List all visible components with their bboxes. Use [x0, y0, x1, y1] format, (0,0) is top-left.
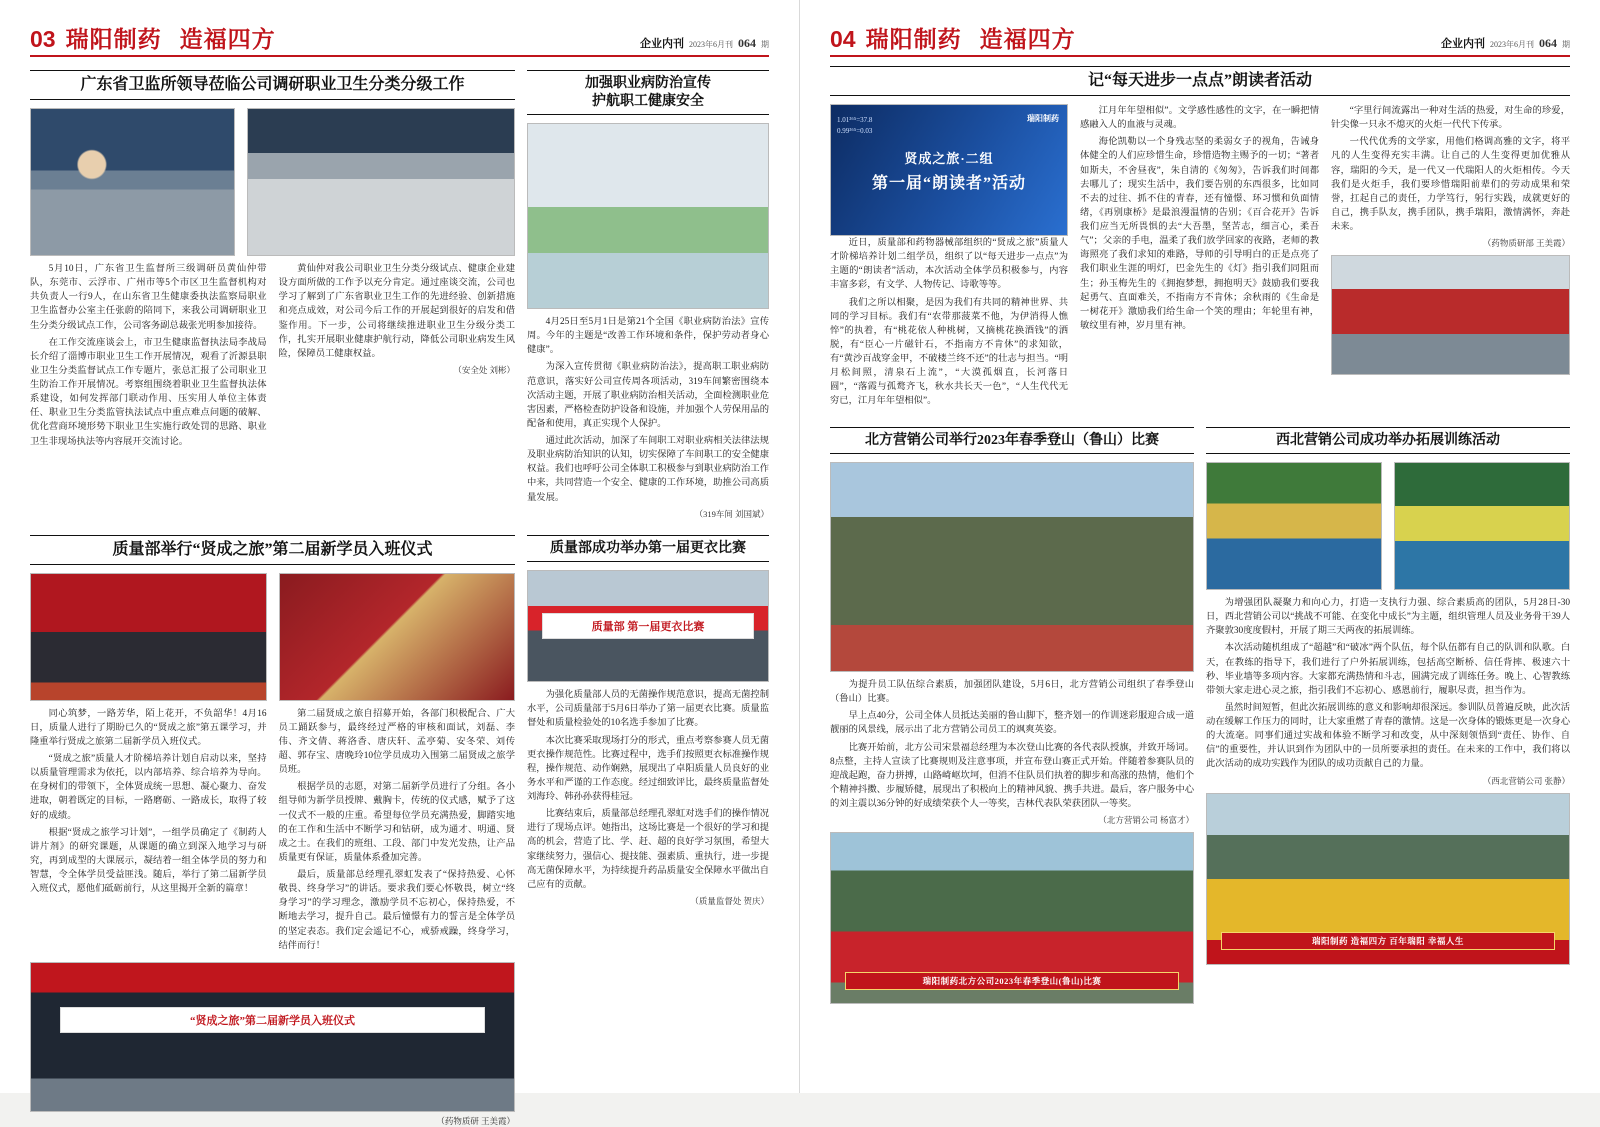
poster-badge-1: 1.01³⁶⁵=37.8: [837, 116, 873, 124]
article-a3-text: [30, 707, 515, 956]
article-a1-text: [30, 262, 515, 452]
article-a3-title: 质量部举行“贤成之旅”第二届新学员入班仪式: [30, 535, 515, 565]
article-a1-title: 广东省卫监所领导莅临公司调研职业卫生分类分级工作: [30, 70, 515, 100]
paragraph: 黄仙仲对我公司职业卫生分类分级试点、健康企业建设方面所做的工作予以充分肯定。通过座谈交流，公司也学习了解到了广东省职业卫生工作的先进经验、创新措施和亮点成效，对公司今后工作的开展起到很好的启发和借鉴作用。下一步，公司将继续推进职业卫生分级分类工作，扎实开展职业健康护航行动，降低公司职业病发生风险，保障员工健康权益。: [278, 264, 515, 359]
training-group-photo: [1206, 793, 1570, 965]
article-a2-signature: （319车间 刘国斌）: [694, 508, 769, 519]
climbing-award-photo: [830, 462, 1194, 672]
article-b1: [830, 66, 1570, 412]
poster-text: [831, 105, 1067, 235]
contest-banner-text: 质量部 第一届更衣比赛: [542, 613, 753, 639]
poster-line-2: 第一届“朗读者”活动: [871, 174, 1026, 192]
ceremony-stage-photo: [30, 962, 515, 1112]
paragraph: 本次比赛采取现场打分的形式，重点考察参赛人员无菌更衣操作规范性。比赛过程中，选手们按照更衣标准操作规程，操作规范、动作娴熟，展现出了卓阳质量人员良好的业务水平和严谨的工作态度。经过细致评比，最终质量监督处刘海玲、韩孙孙获得桂冠。: [527, 735, 769, 802]
meeting-room-photo: [247, 108, 515, 256]
paragraph: 为深入宣传贯彻《职业病防治法》，提高职工职业病防范意识，落实好公司宣传周各项活动，319车间繁密围绕本次活动主题，开展了职业病防治相关活动，全面检测职业危害因素，严格检查防护设备和设施，并加强个人劳保用品的配备和使用，真正实现个人保护。: [527, 362, 769, 429]
folio-number: 04: [830, 26, 856, 52]
article-a2-title-line2: 护航职工健康安全: [592, 93, 704, 109]
paragraph: 一代代优秀的文学家，用他们格调高雅的文字，将平凡的人生变得充实丰满。让自己的人生变得更加优雅从容，瑞阳的今天，是一代又一代瑞阳人的火炬相传。今天我们是火炬手，我们要珍惜瑞阳前辈们的劳动成果和荣誉，扛起自己的责任，力学笃行，躬行实践，成就更好的自己，携手队友，携手团队，携手瑞阳，激情满怀，奔赴未来。: [1331, 137, 1570, 232]
ceremony-banner-text: “贤成之旅”第二届新学员入班仪式: [60, 1007, 485, 1033]
article-a4-title: 质量部成功举办第一届更衣比赛: [527, 535, 769, 563]
paragraph: “字里行间流露出一种对生活的热爱，对生命的珍爱，针尖像一只永不熄灭的火炬一代代下传承。: [1331, 106, 1570, 131]
masthead-title: 瑞阳制药 造福四方: [865, 27, 1076, 52]
masthead-number: 064: [738, 36, 756, 50]
paragraph: 通过此次活动，加深了车间职工对职业病相关法律法规及职业病防治知识的认知，切实保障了车间职工的安全健康权益。我们也呼吁公司全体职工积极参与到职业病防治工作中来，共同营造一个安全、健康的工作环境，助推公司高质量发展。: [527, 436, 769, 503]
paragraph: 4月25日至5月1日是第21个全国《职业病防治法》宣传周。今年的主题是“改善工作环境和条件，保护劳动者身心健康”。: [527, 317, 769, 356]
paragraph: 比赛开始前，北方公司宋景福总经理为本次登山比赛的各代表队授旗，并致开场词。8点整，主持人宣读了比赛规则及注意事项，并宣布登山赛正式开始。伴随着参赛队员的迎战起跑，奋力拼搏，山路崎岖坎坷，但消不住队员们执着的脚步和高涨的热情，他们个个精神抖擞、步履矫健，展现出了积极向上的精神风貌、携手共进。最后，客户服务中心的刘主震以36分钟的好成绩荣获个人一等奖，吉林代表队荣获团队一等奖。: [830, 742, 1194, 809]
article-a4-signature: （质量监督处 贺庆）: [690, 895, 769, 906]
paragraph: 5月10日，广东省卫生监督所三级调研员黄仙仲带队，东莞市、云浮市、广州市等5个市区卫生监督机构对共负责人一行9人，在山东省卫生健康委执法监察局职业卫生监督办公室主任张蔚的陪同下，来我公司调研职业卫生分类分级试点工作，公司客务副总裁张光明参加接待。: [30, 264, 267, 331]
masthead-meta: [640, 35, 769, 51]
masthead-issue: 2023年6月刊: [1490, 40, 1534, 49]
article-a3-signature: （药物质研 王美霞）: [436, 1115, 515, 1126]
masthead-number-suffix: 期: [761, 40, 769, 49]
poster-badge-2: 0.99³⁶⁵=0.03: [837, 126, 873, 135]
training-banner-text: 瑞阳制药 造福四方 百年瑞阳 幸福人生: [1221, 932, 1554, 950]
folio-number: 03: [30, 26, 56, 52]
paragraph: 我们之所以相聚，是因为我们有共同的精神世界、共同的学习目标。我们有“农带那菠菜不他，为伊消得人憔悴”的执着，有“桃花依人种桃树，又摘桃花换酒钱”的洒脱，有“臣心一片磁针石，不指南方不肯休”的求知欲，有“黄沙百战穿金甲，不破楼兰终不还”的壮志与担当。“明月松间照，清泉石上流”，“大漠孤烟直，长河落日圆”，“落霞与孤鹜齐飞，秋水共长天一色”，“人生代代无穷已，江月年年望相似”。: [830, 297, 1068, 407]
article-b1-body: [830, 104, 1570, 412]
rafting-team-photo: [1206, 462, 1382, 590]
paragraph: 同心筑梦，一路芳华，陌上花开，不负韶华！4月16日，质量人进行了期盼已久的“贤成之旅”第五课学习，并隆重举行贤成之旅第二届新学员入班仪式。: [30, 708, 267, 747]
workers-clinic-photo: [527, 123, 769, 309]
article-a1-signature: （安全处 刘彬）: [453, 364, 515, 375]
paragraph: 根据学员的志愿，对第二届新学员进行了分组。各小组导师为新学员授牌、戴胸卡，传统的仪式感，赋予了这一仪式不一般的庄重。希望每位学员充满热爱，脚踏实地的在工作和生活中不断学习和钻研，成为通才、明通、贤成之士。在我们的班组、工段、部门中发光发热，让产品质量更有保证，质量体系叠加完善。: [278, 782, 515, 863]
article-b2-signature: （北方营销公司 杨富才）: [1098, 815, 1194, 826]
paragraph: 早上点40分，公司全体人员抵达美丽的鲁山脚下，整齐划一的作训迷彩服迎合成一道靓丽的风景线，展示出了北方营销公司员工的飒爽英姿。: [830, 711, 1194, 736]
rafting-team-photo-2: [1394, 462, 1570, 590]
paragraph: 为增强团队凝聚力和向心力，打造一支执行力强、综合素质高的团队，5月28日-30日，西北营销公司以“挑战不可能、在变化中成长”为主题，组织管理人员及业务骨干39人齐聚敦30度度假村，开展了期三天两夜的拓展训练。: [1206, 598, 1570, 637]
masthead-right: [830, 28, 1570, 57]
article-a3-photos: [30, 573, 515, 701]
left-upper-block: [30, 61, 769, 520]
page-right: [800, 0, 1600, 1093]
class-ceremony-group-photo: [30, 573, 267, 701]
masthead-left: [30, 28, 769, 57]
article-b3-signature: （西北营销公司 张静）: [1482, 775, 1570, 786]
article-b3: [1206, 418, 1570, 1005]
poster-line-1: 贤成之旅·二组: [904, 150, 994, 166]
article-a4: [527, 526, 769, 1127]
article-b3-photos: [1206, 462, 1570, 590]
article-a3: [30, 526, 515, 1127]
masthead-number: 064: [1539, 36, 1557, 50]
paragraph: 江月年年望相似”。文学感性感性的文字，在一瞬把情感融入人的血液与灵魂。: [1080, 106, 1319, 131]
paragraph: 根据“贤成之旅学习计划”，一组学员确定了《制药人讲片剂》的研究课题，从课题的确立到深入地学习与研究，再到成型的大课展示，凝结着一组全体学员的努力和智慧，令全体学员受益匪浅。随后，举行了第二届新学员入班仪式，愿他们砥砺前行，从这里揭开全新的篇章！: [30, 827, 267, 895]
right-lower-block: [830, 418, 1570, 1005]
paragraph: 最后，质量部总经理孔翠虹发表了“保持热爱、心怀敬畏、终身学习”的讲话。要求我们要心怀敬畏，树立“终身学习”的学习理念，激励学员不忘初心，保持热爱，不断地去学习，提升自己。最后憧憬有力的誓言是全体学员的坚定表态。我们定会遥记不心，戒骄戒躁，终身学习，结伴而行！: [278, 870, 515, 951]
paragraph: 在工作交流座谈会上，市卫生健康监督执法局李战局长介绍了淄博市职业卫生工作开展情况，观看了沂源县职业卫生分类监督试点工作专题片，张总汇报了公司职业卫生防治工作开展情况。考察组围绕着职业卫生监督执法体系建设，如何发挥部门联动作用、压实用人单位主体责任、职业卫生分类监管执法试点中重点难点问题的破解、优化营商环境形势下职业卫生实施行政处罚的思路、职业卫生非现场执法等内容展开交流讨论。: [30, 337, 267, 447]
article-a2-title: [527, 70, 769, 115]
article-a2: [527, 61, 769, 520]
article-b2: [830, 418, 1194, 1005]
paragraph: 为提升员工队伍综合素质，加强团队建设，5月6日，北方营销公司组织了春季登山（鲁山）比赛。: [830, 680, 1194, 705]
climbing-banner-text: 瑞阳制药北方公司2023年春季登山(鲁山)比赛: [845, 972, 1178, 990]
climbing-flag-group-photo: [830, 832, 1194, 1004]
paragraph: “贤成之旅”质量人才阶梯培养计划自启动以来，坚持以质量管理需求为依托，以内部培养、综合培养为导向。在身树们的带领下，全体贤成统一思想、凝心聚力、奋发进取，朝着既定的目标，一路磨砺、一路成长，取得了较好的成绩。: [30, 754, 267, 821]
article-a1: [30, 61, 515, 520]
article-a1-photos: [30, 108, 515, 256]
masthead-brand: 企业内刊: [640, 38, 684, 50]
paragraph: 海伦凯勒以一个身残志坚的柔弱女子的视角，告诫身体健全的人们应珍惜生命，珍惜造物主赐予的一切；“著者如斯夫，不舍昼夜”，朱自清的《匆匆》，告诉我们时间都去哪儿了；现实生活中，我们要告别的东西很多，比如同不去的过往、抓不住的青春，还有憧憬、环习惯和负面情绪，《再别康桥》是最浪漫温情的告别；《百合花开》告诉我们应当无所畏惧的去“大吾墨，坚苦志，细言心，柔吾气”；父亲的手电，温柔了我们放学回家的夜路，老师的教诲照亮了我们求知的难路，导师的引导明白的正是点亮了我们职业生涯的明灯，巴金先生的《灯》指引我们同阻而生；孙玉梅先生的《拥抱梦想，拥抱明天》鼓励我们要我起勇气、直面难关，不指南方不肯休；余秋雨的《生命是一树花开》激励我们给生命一个笑的理由；年轮里有神，敏纹里有神，岁月里有神。: [1080, 137, 1319, 331]
paragraph: 第二届贤成之旅自招募开始，各部门积极配合、广大员工踊跃参与，最终经过严格的审核和面试，刘磊、李伟、齐文倩、蒋洛香、唐庆轩、孟亭菊、安冬荣、刘传超、郭存宝、唐晚玲10位学员成功入围第二届贤成之旅学员班。: [278, 708, 515, 776]
reading-activity-poster: [830, 104, 1068, 236]
article-b1-signature: （药物质研部 王美霞）: [1482, 238, 1570, 249]
certificate-desk-photo: [279, 573, 516, 701]
reading-participants-photo: [1331, 255, 1570, 375]
changing-contest-banner-photo: [527, 570, 769, 682]
poster-brand-label: 瑞阳制药: [1027, 114, 1059, 123]
left-lower-block: [30, 526, 769, 1127]
paragraph: 虽然时间短暂，但此次拓展训练的意义和影响却很深远。参训队员普遍反映，此次活动在缓解工作压力的同时，让大家重燃了青春的激情。这是一次身体的锻炼更是一次身心的大流毫。同事们通过实战和体验不断学习和改变，从中深刻领悟到“责任、协作、自信”的重要性，并认识到作为团队中的一员所要承担的责任。在未来的工作中，我们将以此次活动的成功实践作为团队的成功贡献自己的力量。: [1206, 702, 1570, 770]
article-b1-title: 记“每天进步一点点”朗读者活动: [830, 66, 1570, 96]
paragraph: 本次活动随机组成了“超越”和“破冰”两个队伍，每个队伍都有自己的队训和队歌。白天，在教练的指导下，我们进行了户外拓展训练，包括高空断桥、信任背摔、极速六十秒、毕业墙等多项内容。大家都充满热情和斗志，圆满完成了训练任务。晚上、心智教练带领大家走进心灵之旅，指引我们不忘初心、感恩前行，履职尽责，担当作为。: [1206, 643, 1570, 696]
article-a2-title-line1: 加强职业病防治宣传: [585, 76, 711, 91]
masthead-meta: [1441, 35, 1570, 51]
leader-speaking-photo: [30, 108, 235, 256]
paragraph: 比赛结束后，质量部总经理孔翠虹对选手们的操作情况进行了现场点评。她指出，这场比赛是一个很好的学习和提高的机会，营造了比、学、赶、超的良好学习氛围，希望大家继续努力，强信心、提技能、强素质、重执行，进一步提高无菌保障水平，为持续提升药品质量安全保障水平做出自己应有的贡献。: [527, 809, 769, 890]
article-b2-title: 北方营销公司举行2023年春季登山（鲁山）比赛: [830, 427, 1194, 455]
paragraph: 为强化质量部人员的无菌操作规范意识，提高无菌控制水平，公司质量部于5月6日举办了第一届更衣比赛。质量监督处和质量检验处的10名选手参加了比赛。: [527, 690, 769, 729]
article-b3-title: 西北营销公司成功举办拓展训练活动: [1206, 427, 1570, 455]
masthead-title: 瑞阳制药 造福四方: [65, 27, 276, 52]
masthead-issue: 2023年6月刊: [689, 40, 733, 49]
masthead-brand: 企业内刊: [1441, 38, 1485, 50]
masthead-number-suffix: 期: [1562, 40, 1570, 49]
paragraph: 近日，质量部和药物器械部组织的“贤成之旅”质量人才阶梯培养计划二组学员，组织了以“每天进步一点点”为主题的“朗读者”活动，本次活动全体学员积极参与，内容丰富多彩，有文学、人物传记、诗歌等等。: [830, 238, 1068, 291]
page-left: [0, 0, 800, 1126]
